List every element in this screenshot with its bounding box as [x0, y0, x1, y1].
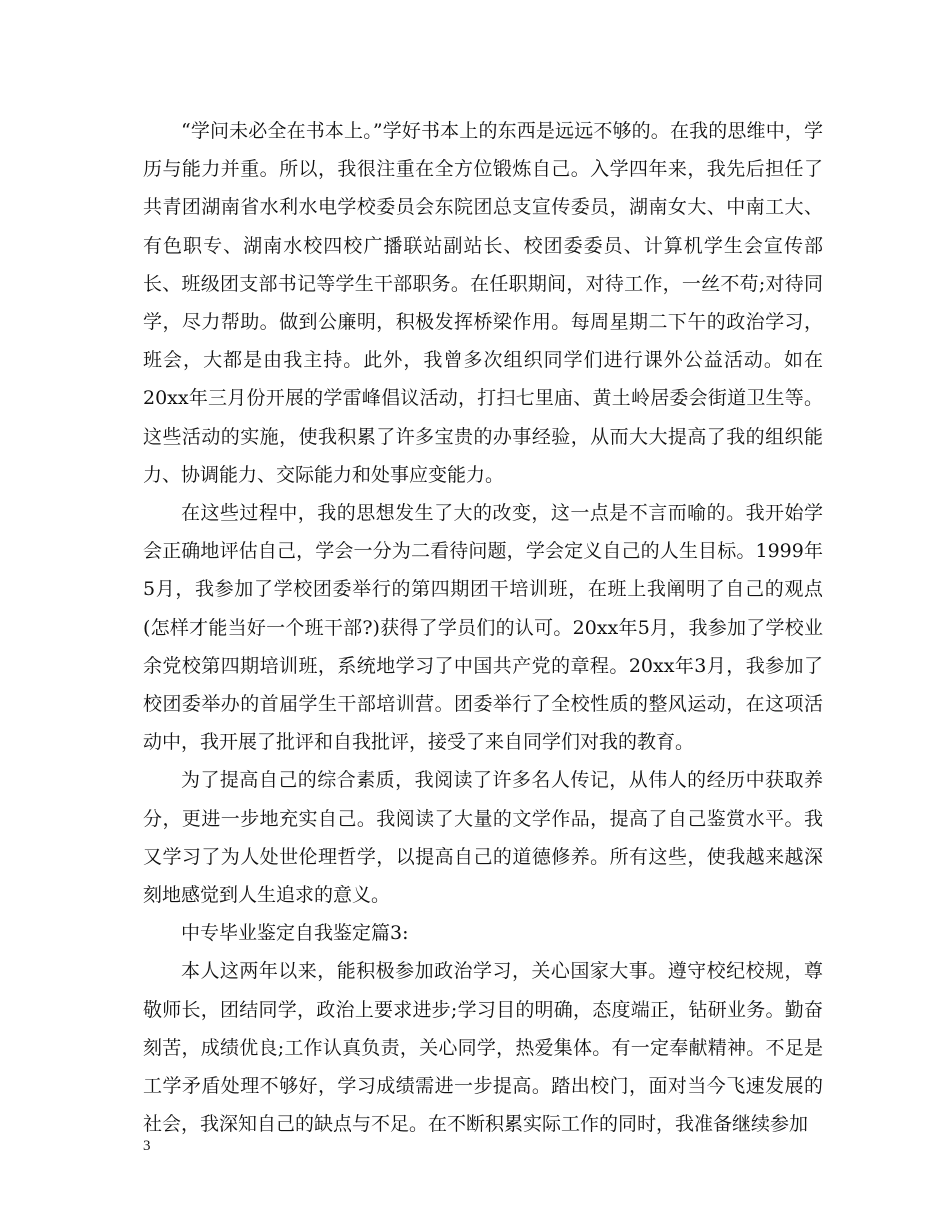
section-heading: 中专毕业鉴定自我鉴定篇3: [181, 922, 409, 945]
paragraph-3: 为了提高自己的综合素质，我阅读了许多名人传记，从伟人的经历中获取养分，更进一步地充实自己。我阅读了大量的文学作品，提高了自己鉴赏水平。我又学习了为人处世伦理哲学，以提高自己的道德修养。所有这些，使我越来越深刻地感觉到人生追求的意义。 [143, 769, 823, 907]
document-body [143, 112, 823, 1143]
page-number: 3 [143, 1138, 151, 1154]
paragraph-4: 本人这两年以来，能积极参加政治学习，关心国家大事。遵守校纪校规，尊敬师长，团结同学，政治上要求进步;学习目的明确，态度端正，钻研业务。勤奋刻苦，成绩优良;工作认真负责，关心同学，热爱集体。有一定奉献精神。不足是工学矛盾处理不够好，学习成绩需进一步提高。踏出校门，面对当今飞速发展的社会，我深知自己的缺点与不足。在不断积累实际工作的同时，我准备继续参加 [143, 960, 823, 1136]
paragraph-2: 在这些过程中，我的思想发生了大的改变，这一点是不言而喻的。我开始学会正确地评估自己，学会一分为二看待问题，学会定义自己的人生目标。1999年5月，我参加了学校团委举行的第四期团干培训班，在班上我阐明了自己的观点(怎样才能当好一个班干部?)获得了学员们的认可。20xx年5月，我参加了学校业余党校第四期培训班，系统地学习了中国共产党的章程。20xx年3月，我参加了校团委举办的首届学生干部培训营。团委举行了全校性质的整风运动，在这项活动中，我开展了批评和自我批评，接受了来自同学们对我的教育。 [143, 502, 823, 754]
paragraph-1: “学问未必全在书本上。”学好书本上的东西是远远不够的。在我的思维中，学历与能力并重。所以，我很注重在全方位锻炼自己。入学四年来，我先后担任了共青团湖南省水利水电学校委员会东院团总支宣传委员，湖南女大、中南工大、有色职专、湖南水校四校广播联站副站长、校团委委员、计算机学生会宣传部长、班级团支部书记等学生干部职务。在任职期间，对待工作，一丝不苟;对待同学，尽力帮助。做到公廉明，积极发挥桥梁作用。每周星期二下午的政治学习，班会，大都是由我主持。此外，我曾多次组织同学们进行课外公益活动。如在20xx年三月份开展的学雷峰倡议活动，打扫七里庙、黄土岭居委会街道卫生等。这些活动的实施，使我积累了许多宝贵的办事经验，从而大大提高了我的组织能力、协调能力、交际能力和处事应变能力。 [143, 120, 823, 486]
